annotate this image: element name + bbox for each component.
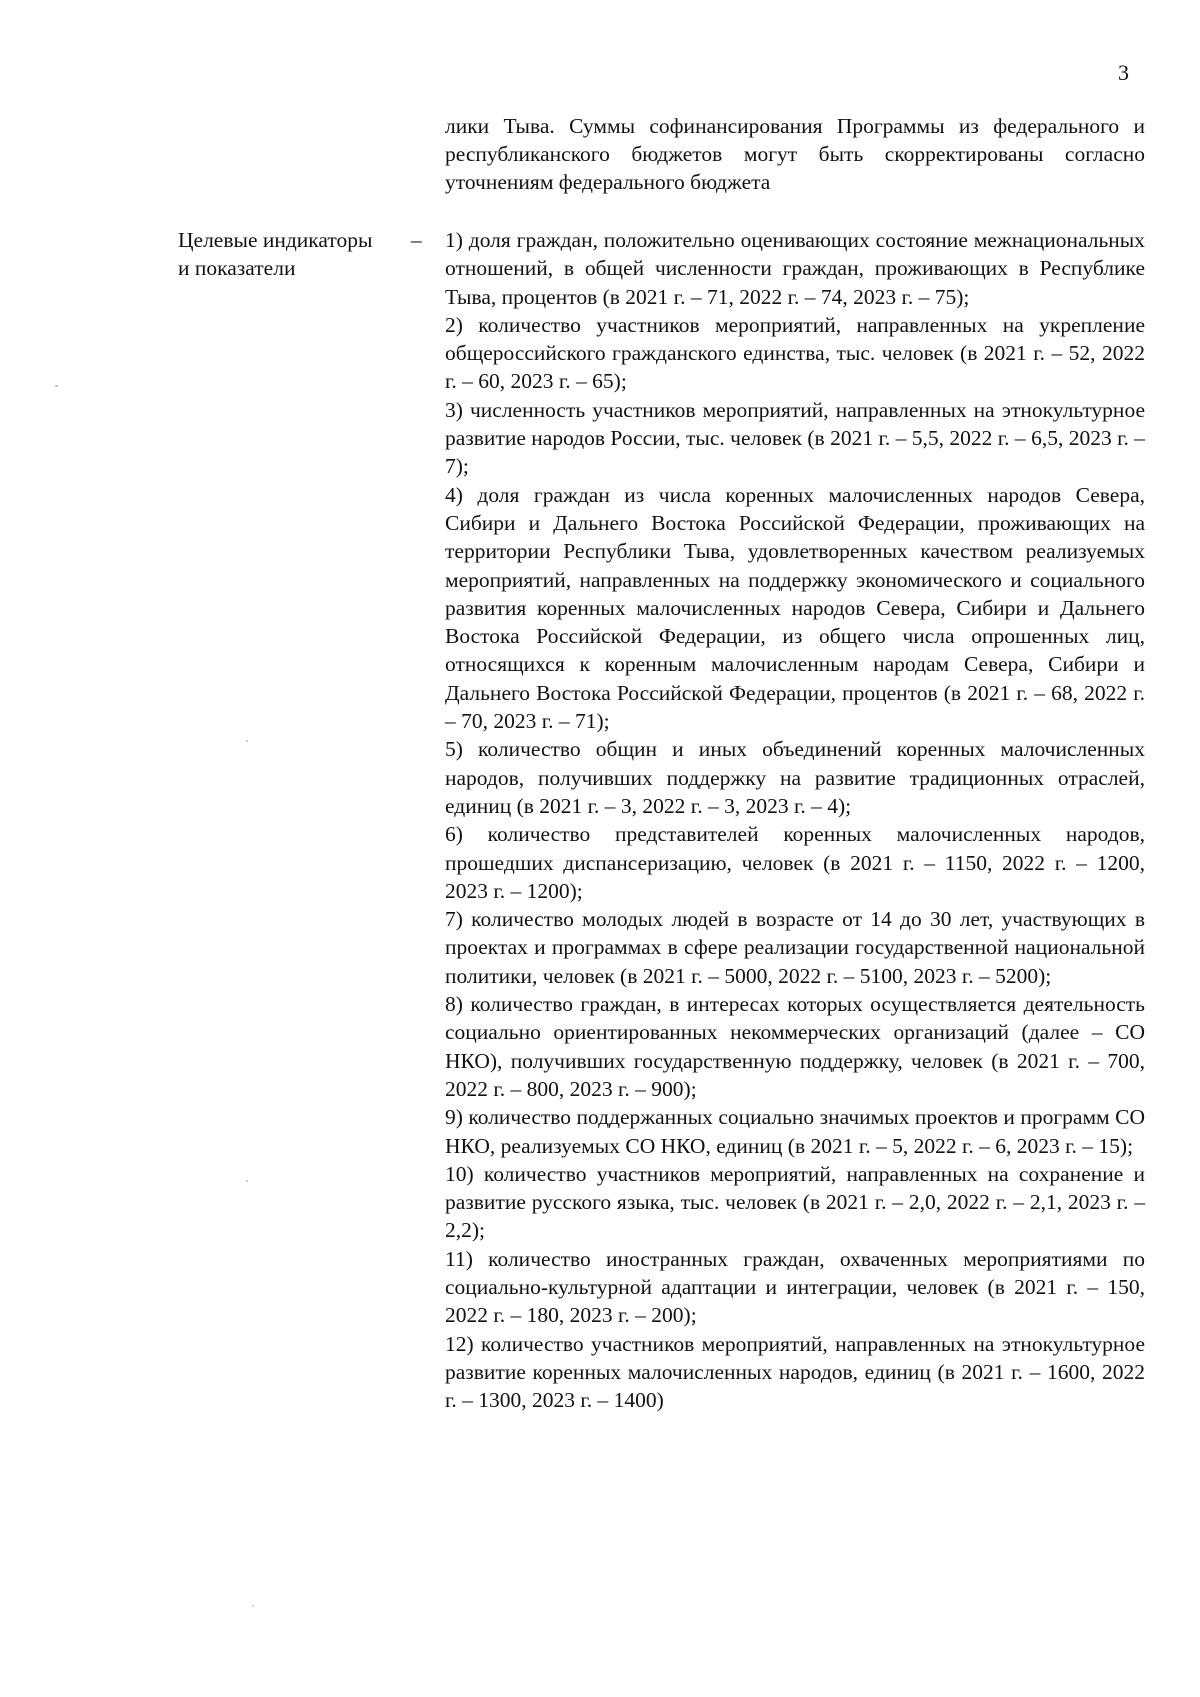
row-label-line-1: Целевые индикаторы: [178, 228, 373, 252]
indicator-item: 9) количество поддержанных социально значимых проектов и программ СО НКО, реализуемых СО НКО, единиц (в 2021 г. – 5, 2022 г. – 6, 2023 г. – 15);: [445, 1105, 1145, 1158]
row-dash: –: [411, 228, 422, 252]
row-label: [178, 226, 433, 282]
indicator-item: 1) доля граждан, положительно оценивающих состояние межнациональных отношений, в общей численности граждан, проживающих в Республике Тыва, процентов (в 2021 г. – 71, 2022 г. – 74, 2023 г. – 75);: [445, 228, 1145, 309]
indicator-item: 2) количество участников мероприятий, направленных на укрепление общероссийского гражданского единства, тыс. человек (в 2021 г. – 52, 2022 г. – 60, 2023 г. – 65);: [445, 312, 1145, 394]
indicator-item: 6) количество представителей коренных малочисленных народов, прошедших диспансеризацию, человек (в 2021 г. – 1150, 2022 г. – 1200, 2023 г. – 1200);: [445, 822, 1145, 903]
indicator-item: 4) доля граждан из числа коренных малочисленных народов Севера, Сибири и Дальнего Востока Российской Федерации, проживающих на территории Республики Тыва, удовлетворенных качеством реализуемых мероприятий, направленных на поддержку экономического и социального развития коренных малочисленных народов Севера, Сибири и Дальнего Востока Российской Федерации, из общего числа опрошенных лиц, относящихся к коренным малочисленным народам Севера, Сибири и Дальнего Востока Российской Федерации, процентов (в 2021 г. – 68, 2022 г. – 70, 2023 г. – 71);: [445, 482, 1145, 734]
indicator-item: 3) численность участников мероприятий, направленных на этнокультурное развитие народов России, тыс. человек (в 2021 г. – 5,5, 2022 г. – 6,5, 2023 г. – 7);: [445, 397, 1145, 479]
continuation-paragraph: лики Тыва. Суммы софинансирования Программы из федерального и республиканского бюджетов могут быть скорректированы согласно уточнениям федерального бюджета: [445, 114, 1145, 194]
scan-speck: [246, 1180, 248, 1182]
scan-speck: [252, 1605, 254, 1607]
indicator-list: [445, 226, 1145, 1414]
indicator-item: 7) количество молодых людей в возрасте от 14 до 30 лет, участвующих в проектах и программах в сфере реализации государственной национальной политики, человек (в 2021 г. – 5000, 2022 г. – 5100, 2023 г. – 5200);: [445, 907, 1145, 988]
indicator-item: 12) количество участников мероприятий, направленных на этнокультурное развитие коренных малочисленных народов, единиц (в 2021 г. – 1600, 2022 г. – 1300, 2023 г. – 1400): [445, 1331, 1145, 1413]
indicator-item: 10) количество участников мероприятий, направленных на сохранение и развитие русского языка, тыс. человек (в 2021 г. – 2,0, 2022 г. – 2,1, 2023 г. – 2,2);: [445, 1161, 1145, 1243]
scan-speck: [246, 740, 248, 742]
scan-speck: [55, 385, 58, 387]
indicator-item: 5) количество общин и иных объединений коренных малочисленных народов, получивших поддержку на развитие традиционных отраслей, единиц (в 2021 г. – 3, 2022 г. – 3, 2023 г. – 4);: [445, 737, 1145, 818]
row-label-line-2: и показатели: [178, 256, 296, 280]
indicator-item: 11) количество иностранных граждан, охваченных мероприятиями по социально-культурной адаптации и интеграции, человек (в 2021 г. – 150, 2022 г. – 180, 2023 г. – 200);: [445, 1246, 1145, 1328]
page-number: 3: [1118, 60, 1129, 85]
indicator-item: 8) количество граждан, в интересах которых осуществляется деятельность социально ориентированных некоммерческих организаций (далее – СО НКО), получивших государственную поддержку, человек (в 2021 г. – 700, 2022 г. – 800, 2023 г. – 900);: [445, 992, 1145, 1101]
